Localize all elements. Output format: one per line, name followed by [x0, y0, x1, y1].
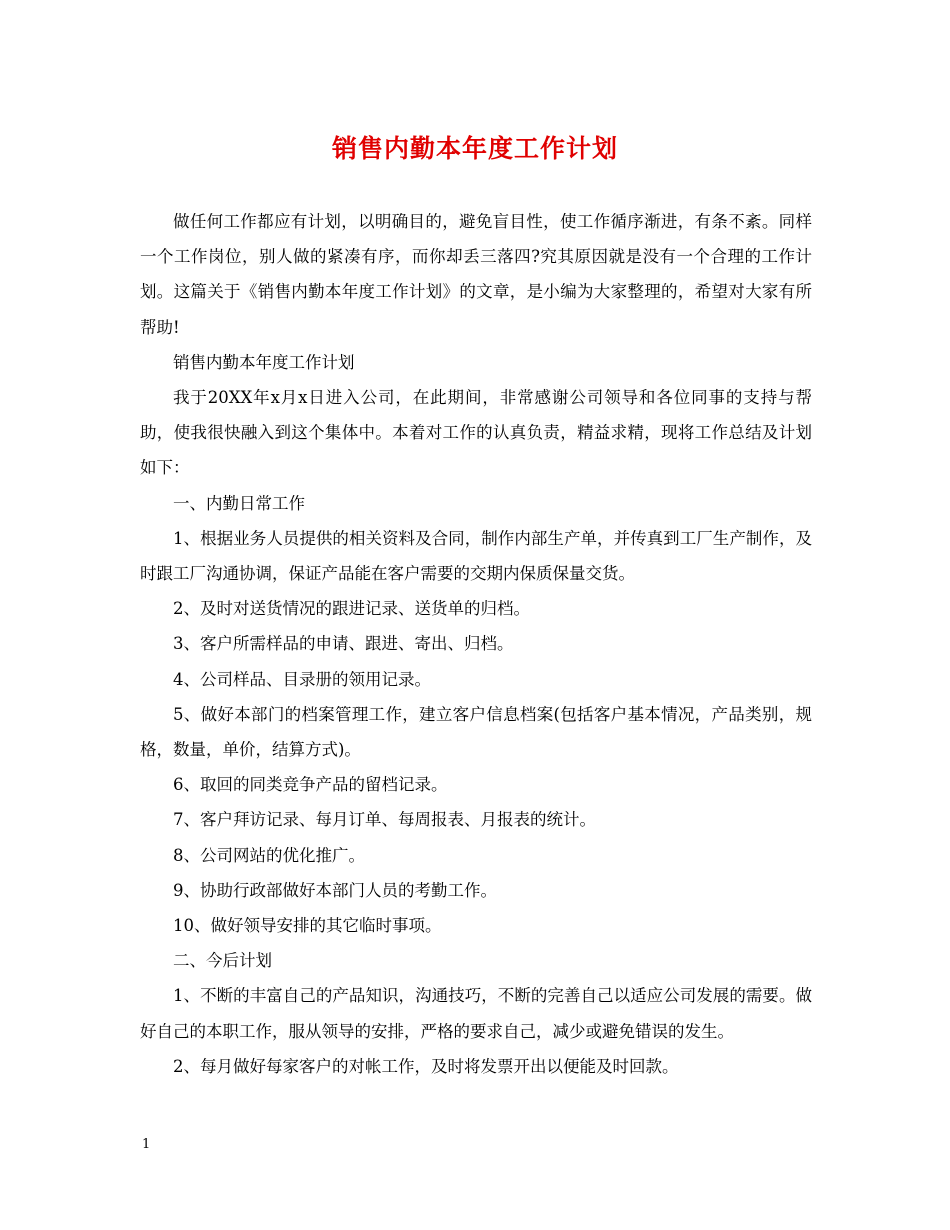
paragraph-intro: 做任何工作都应有计划，以明确目的，避免盲目性，使工作循序渐进，有条不紊。同样一个工作岗位，别人做的紧凑有序，而你却丢三落四?究其原因就是没有一个合理的工作计划。这篇关于《销售内勤本年度工作计划》的文章，是小编为大家整理的，希望对大家有所帮助!	[140, 212, 812, 337]
list-item: 2、每月做好每家客户的对帐工作，及时将发票开出以便能及时回款。	[173, 1056, 679, 1076]
document-body	[140, 204, 812, 1084]
list-item: 5、做好本部门的档案管理工作，建立客户信息档案(包括客户基本情况，产品类别，规格，数量，单价，结算方式)。	[140, 704, 812, 760]
document-title: 销售内勤本年度工作计划	[331, 134, 618, 163]
list-item: 10、做好领导安排的其它临时事项。	[173, 916, 442, 936]
paragraph-opening: 我于20XX年x月x日进入公司，在此期间，非常感谢公司领导和各位同事的支持与帮助，使我很快融入到这个集体中。本着对工作的认真负责，精益求精，现将工作总结及计划如下：	[140, 388, 812, 478]
list-item: 3、客户所需样品的申请、跟进、寄出、归档。	[173, 634, 514, 654]
list-item: 1、根据业务人员提供的相关资料及合同，制作内部生产单，并传真到工厂生产制作，及时跟工厂沟通协调，保证产品能在客户需要的交期内保质保量交货。	[140, 528, 812, 584]
list-item: 1、不断的丰富自己的产品知识，沟通技巧，不断的完善自己以适应公司发展的需要。做好自己的本职工作，服从领导的安排，严格的要求自己，减少或避免错误的发生。	[140, 986, 812, 1041]
list-item: 6、取回的同类竞争产品的留档记录。	[173, 775, 448, 795]
list-item: 9、协助行政部做好本部门人员的考勤工作。	[173, 880, 497, 900]
section-heading-daily-work: 一、内勤日常工作	[173, 493, 305, 513]
page-number: 1	[142, 1137, 151, 1152]
list-item: 7、客户拜访记录、每月订单、每周报表、月报表的统计。	[173, 810, 596, 830]
list-item: 2、及时对送货情况的跟进记录、送货单的归档。	[173, 599, 530, 619]
list-item: 4、公司样品、目录册的领用记录。	[173, 669, 431, 689]
paragraph-subtitle: 销售内勤本年度工作计划	[173, 352, 355, 372]
list-item: 8、公司网站的优化推广。	[173, 845, 365, 865]
section-heading-future-plan: 二、今后计划	[173, 951, 272, 971]
